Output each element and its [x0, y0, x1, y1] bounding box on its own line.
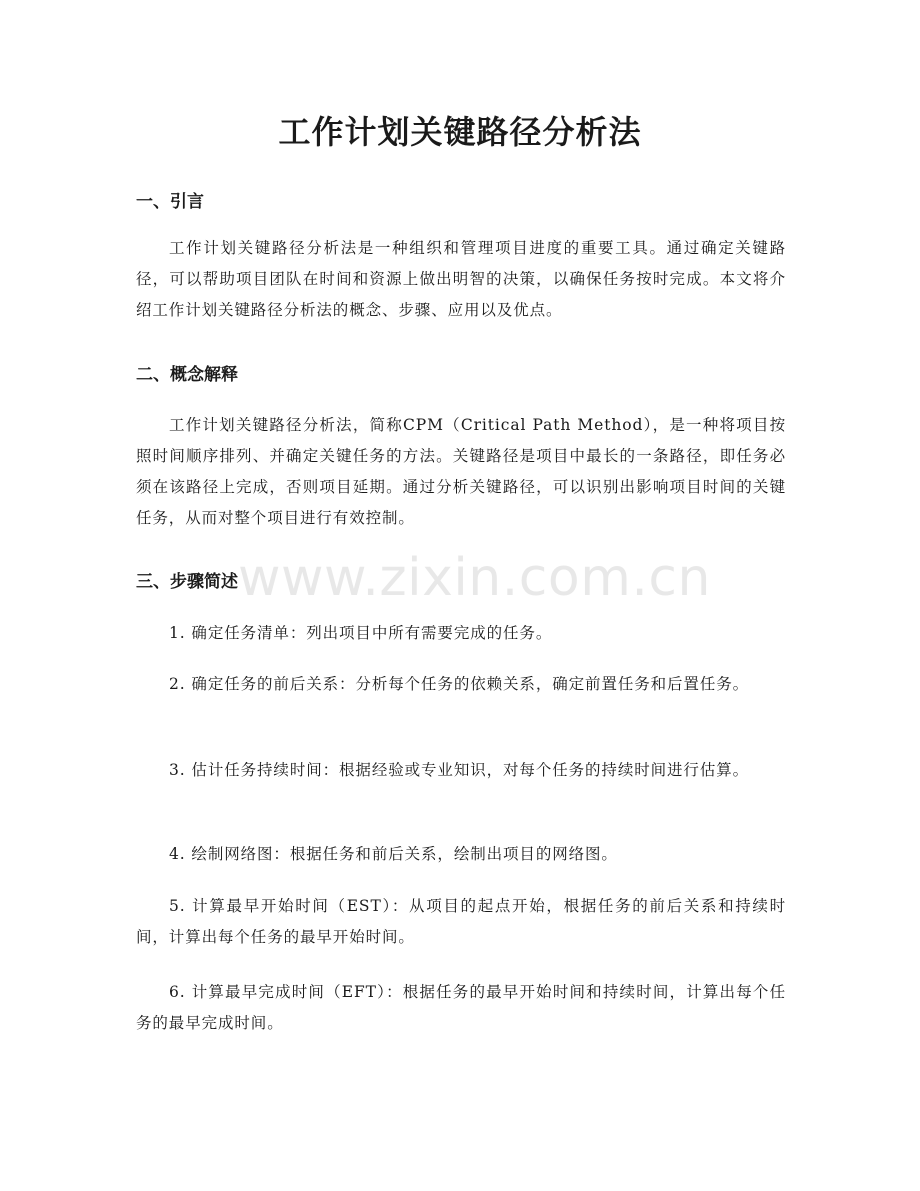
section-heading-concept: 二、概念解释 [136, 365, 238, 385]
step-item: 3. 估计任务持续时间：根据经验或专业知识，对每个任务的持续时间进行估算。 [169, 761, 750, 779]
watermark: www.zixin.com.cn [238, 548, 711, 608]
intro-paragraph: 工作计划关键路径分析法是一种组织和管理项目进度的重要工具。通过确定关键路径，可以帮助项目团队在时间和资源上做出明智的决策，以确保任务按时完成。本文将介绍工作计划关键路径分析法的概念、步骤、应用以及优点。 [136, 239, 786, 319]
step-item: 2. 确定任务的前后关系：分析每个任务的依赖关系，确定前置任务和后置任务。 [169, 675, 750, 693]
document-title: 工作计划关键路径分析法 [278, 113, 642, 151]
section-heading-steps: 三、步骤简述 [136, 572, 238, 592]
step-item: 5. 计算最早开始时间（EST）：从项目的起点开始，根据任务的前后关系和持续时间，计算出每个任务的最早开始时间。 [136, 897, 786, 946]
step-item: 6. 计算最早完成时间（EFT）：根据任务的最早开始时间和持续时间，计算出每个任务的最早完成时间。 [136, 983, 786, 1032]
section-heading-intro: 一、引言 [136, 192, 204, 212]
concept-paragraph: 工作计划关键路径分析法，简称CPM（Critical Path Method），是一种将项目按照时间顺序排列、并确定关键任务的方法。关键路径是项目中最长的一条路径，即任务必须在该路径上完成，否则项目延期。通过分析关键路径，可以识别出影响项目时间的关键任务，从而对整个项目进行有效控制。 [136, 416, 786, 527]
step-item: 1. 确定任务清单：列出项目中所有需要完成的任务。 [169, 624, 553, 642]
step-item: 4. 绘制网络图：根据任务和前后关系，绘制出项目的网络图。 [169, 845, 618, 863]
